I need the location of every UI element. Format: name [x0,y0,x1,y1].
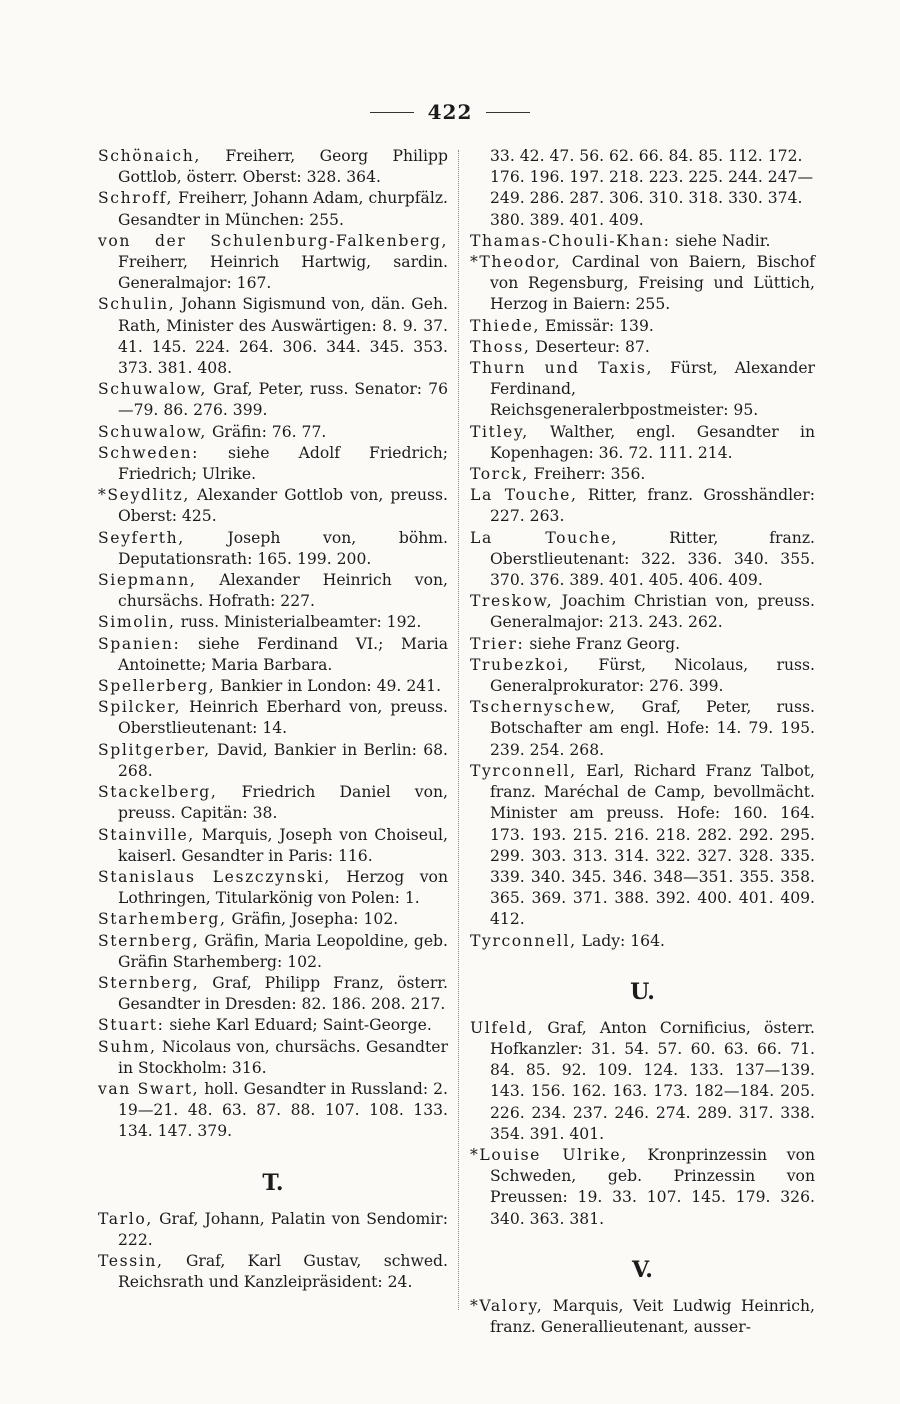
index-entry [470,337,815,358]
entry-name: Schuwalow, [98,380,207,399]
entry-details: Graf, Philipp Franz, österr. Gesandter in Dresden: 82. 186. 208. 217. [118,973,448,1014]
entry-name: Schönaich, [98,147,201,165]
entry-details: Freiherr, Heinrich Hartwig, sardin. Generalmajor: 167. [118,253,448,293]
entry-details: Freiherr, Johann Adam, churpfälz. Gesandter in München: 255. [118,189,448,229]
entry-name: Spanien: [98,634,181,653]
entry-details: siehe Nadir. [670,231,771,250]
entry-name: Spellerberg, [98,677,216,696]
index-entry [98,825,448,867]
entry-name: Simolin, [98,613,176,632]
entry-details: Graf, Peter, russ. Botschafter am engl. Hofe: 14. 79. 195. 239. 254. 268. [490,698,815,759]
index-entry [98,1037,448,1079]
entry-name: van Swart, [98,1079,200,1098]
entry-details: russ. Ministerialbeamter: 192. [175,613,422,632]
entry-details: siehe Karl Eduard; Saint-George. [164,1016,432,1035]
entry-name: Torck, [470,465,529,484]
entry-name: Thamas-Chouli-Khan: [470,231,671,250]
entry-details: Graf, Karl Gustav, schwed. Reichsrath und Kanzleipräsident: 24. [118,1251,448,1292]
section-letter: V. [632,1256,653,1283]
entry-details: holl. Gesandter in Russland: 2. 19—21. 48. 63. 87. 88. 107. 108. 133. 134. 147. 379. [118,1079,448,1141]
index-entry [98,931,448,973]
entry-details: Fürst, Alexander Ferdinand, Reichsgeneralerbpostmeister: 95. [490,359,815,420]
header-rule-left [370,112,414,113]
entry-name: Tyrconnell, [470,931,577,950]
entry-details: siehe Ferdinand VI.; Maria Antoinette; Maria Barbara. [118,634,448,674]
entry-details: Deserteur: 87. [530,337,650,356]
index-entry [98,379,448,421]
index-entry [470,358,815,422]
entry-name: Tessin, [98,1251,164,1270]
entry-name: Sternberg, [98,973,200,992]
index-entry [98,485,448,527]
entry-name: Thoss, [470,337,531,356]
index-entry [470,528,815,592]
entry-details: Ritter, franz. Grosshändler: 227. 263. [490,486,815,526]
entry-name: Tyrconnell, [470,761,577,780]
entry-details: Alexander Heinrich von, chursächs. Hofrath: 227. [118,571,448,611]
index-entry [98,740,448,782]
entry-details: Gräfin: 76. 77. [206,422,327,441]
index-column-right [470,146,815,1338]
entry-name: Treskow, [470,592,554,611]
entry-details: Marquis, Joseph von Choiseul, kaiserl. Gesandter in Paris: 116. [118,825,448,865]
entry-name: Trubezkoi, [470,655,571,674]
entry-name: Thurn und Taxis, [470,359,654,378]
entry-details: Marquis, Veit Ludwig Heinrich, franz. Generallieutenant, ausser- [490,1296,815,1336]
entry-name: Stuart: [98,1016,165,1035]
index-entry [98,973,448,1015]
entry-details: Walther, engl. Gesandter in Kopenhagen: 36. 72. 111. 214. [490,422,815,462]
entry-name: Sternberg, [98,931,200,950]
index-entry [470,316,815,337]
index-column-left [98,146,448,1293]
entry-details: David, Bankier in Berlin: 68. 268. [118,740,448,780]
entry-details: Fürst, Nicolaus, russ. Generalprokurator: 276. 399. [490,655,815,696]
index-entry [470,1018,815,1145]
entry-details: Bankier in London: 49. 241. [215,677,442,696]
entry-details: Friedrich Daniel von, preuss. Capitän: 38. [118,783,448,823]
entry-name: Titley, [470,422,529,441]
entry-name: Stainville, [98,825,195,844]
entry-details: Heinrich Eberhard von, preuss. Oberstlieutenant: 14. [118,698,448,738]
entry-name: *Seydlitz, [98,486,190,505]
index-entry [98,1079,448,1143]
index-entry [470,655,815,697]
section-letter: T. [262,1169,284,1196]
entry-details: Emissär: 139. [540,316,654,335]
index-entry [470,422,815,464]
index-entry [98,612,448,633]
entry-name: Tschernyschew, [470,698,617,717]
index-entry [98,909,448,930]
entry-name: von der Schulenburg-Falkenberg, [98,231,448,250]
header-rule-right [486,112,530,113]
index-entry [470,761,815,931]
index-entry [98,1251,448,1293]
entry-name: Schroff, [98,189,174,208]
index-entry [98,867,448,909]
index-entry [470,485,815,527]
entry-details: siehe Franz Georg. [524,634,681,653]
index-entry [470,1145,815,1230]
entry-name: Suhm, [98,1037,157,1056]
entry-details: siehe Adolf Friedrich; Friedrich; Ulrike. [118,443,448,484]
entry-name: La Touche, [470,486,578,505]
index-entry [98,782,448,824]
entry-details: Alexander Gottlob von, preuss. Oberst: 425. [118,486,448,526]
index-entry [98,146,448,188]
index-entry [98,294,448,379]
entry-details: Ritter, franz. Oberstlieutenant: 322. 336. 340. 355. 370. 376. 389. 401. 405. 406. 409. [490,528,815,590]
index-entry [470,464,815,485]
entry-name: Siepmann, [98,571,197,590]
entry-name: Spilcker, [98,698,182,717]
index-entry [98,676,448,697]
index-entry [98,443,448,485]
entry-name: *Valory, [470,1296,544,1315]
entry-name: Schweden: [98,443,199,462]
entry-details: Cardinal von Baiern, Bischof von Regensburg, Freising und Lüttich, Herzog in Baiern: 255. [490,253,815,314]
entry-name: Seyferth, [98,528,185,547]
entry-name: *Theodor, [470,253,562,272]
entry-name: Tarlo, [98,1209,153,1228]
index-entry [98,231,448,295]
index-entry [470,634,815,655]
index-entry [470,1296,815,1338]
entry-name: Splitgerber, [98,740,211,759]
column-divider [458,150,459,1310]
index-entry-continuation: 33. 42. 47. 56. 62. 66. 84. 85. 112. 172. 176. 196. 197. 218. 223. 225. 244. 247—249. 286. 287. 306. 310. 318. 330. 374. 380. 389. 401. 409. [490,147,814,229]
entry-name: Stackelberg, [98,783,218,802]
entry-name: La Touche, [470,528,619,547]
entry-name: Schuwalow, [98,422,207,441]
index-entry [470,231,815,252]
entry-name: Starhemberg, [98,910,227,929]
entry-details: Freiherr: 356. [528,465,646,484]
entry-name: Stanislaus Leszczynski, [98,867,331,886]
index-entry [470,252,815,316]
entry-details: Graf, Anton Cornificius, österr. Hofkanzler: 31. 54. 57. 60. 63. 66. 71. 84. 85. 92. 109. 124. 133. 137—139. 143. 156. 162. 163. 173. 182—184. 205. 226. 234. 237. 246. 274. 289. 317. 338. 354. 391. 401. [490,1018,815,1143]
index-entry [98,1209,448,1251]
section-letter: U. [630,978,655,1005]
entry-name: Schulin, [98,295,176,314]
index-entry [98,570,448,612]
index-entry [98,1015,448,1036]
page-header [0,100,900,124]
entry-name: Ulfeld, [470,1018,535,1037]
entry-name: *Louise Ulrike, [470,1145,628,1164]
index-entry [470,931,815,952]
entry-details: Gräfin, Maria Leopoldine, geb. Gräfin Starhemberg: 102. [118,931,448,971]
entry-details: Graf, Peter, russ. Senator: 76—79. 86. 276. 399. [118,380,448,420]
entry-details: Earl, Richard Franz Talbot, franz. Maréchal de Camp, bevollmächt. Minister am preuss. Hofe: 160. 164. 173. 193. 215. 216. 218. 282. 292. 295. 299. 303. 313. 314. 322. 327. 328. 335. 339. 340. 345. 346. 348—351. 355. 358. 365. 369. 371. 388. 392. 400. 401. 409. 412. [490,761,815,929]
entry-details: Nicolaus von, chursächs. Gesandter in Stockholm: 316. [118,1037,448,1077]
index-entry [98,697,448,739]
entry-details: Herzog von Lothringen, Titularkönig von Polen: 1. [118,867,448,908]
index-entry [98,634,448,676]
index-entry [98,188,448,230]
entry-details: Freiherr, Georg Philipp Gottlob, österr. Oberst: 328. 364. [118,147,448,187]
entry-details: Gräfin, Josepha: 102. [226,910,399,929]
index-entry [470,697,815,761]
page-number: 422 [427,100,473,124]
entry-details: Graf, Johann, Palatin von Sendomir: 222. [118,1209,448,1249]
index-entry [98,422,448,443]
entry-details: Kronprinzessin von Schweden, geb. Prinzessin von Preussen: 19. 33. 107. 145. 179. 326. 340. 363. 381. [490,1145,815,1228]
index-entry [470,591,815,633]
entry-name: Thiede, [470,316,541,335]
index-entry [98,528,448,570]
entry-details: Joseph von, böhm. Deputationsrath: 165. 199. 200. [118,528,448,568]
entry-details: Lady: 164. [576,931,665,950]
entry-name: Trier: [470,634,525,653]
entry-details: Joachim Christian von, preuss. Generalmajor: 213. 243. 262. [490,592,815,632]
entry-details: Johann Sigismund von, dän. Geh. Rath, Minister des Auswärtigen: 8. 9. 37. 41. 145. 224. 264. 306. 344. 345. 353. 373. 381. 408. [118,295,448,378]
